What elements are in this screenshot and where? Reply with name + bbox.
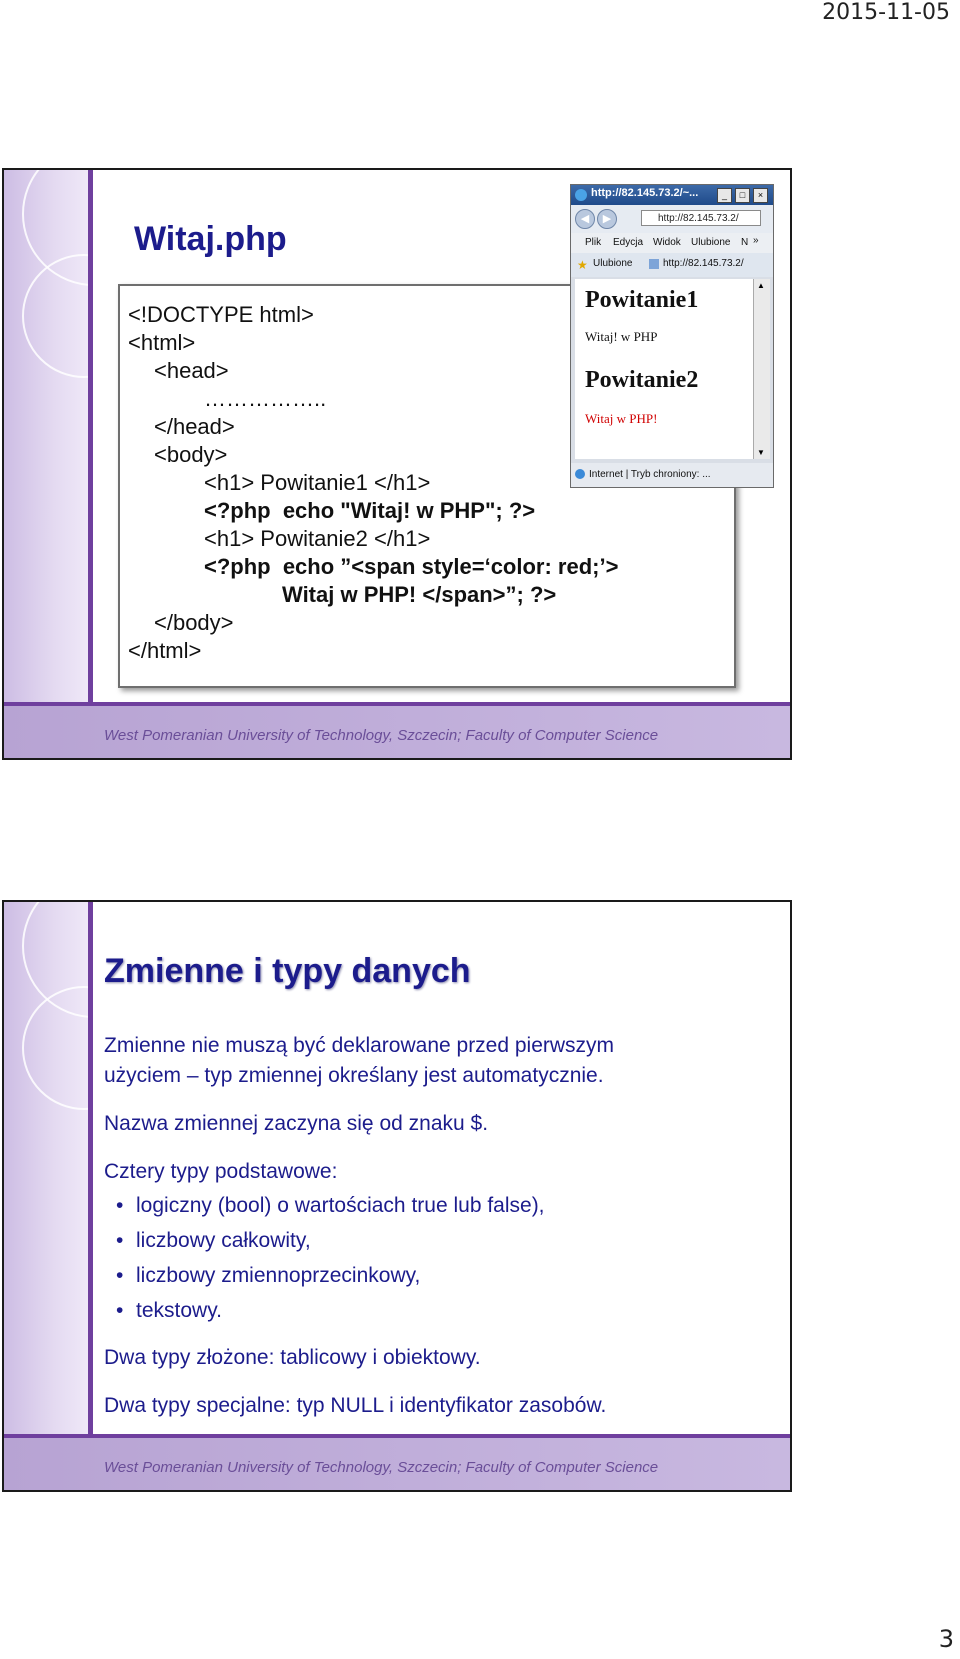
browser-status-bar [571, 463, 773, 487]
list-item: • logiczny (bool) o wartościach true lub false), [136, 1194, 545, 1218]
slide-zmienne [2, 900, 792, 1492]
forward-icon: ▶ [597, 209, 617, 229]
rendered-heading-2: Powitanie2 [585, 367, 699, 393]
globe-icon [575, 469, 585, 479]
ie-icon [575, 189, 587, 201]
slide-side-rule [88, 170, 93, 758]
page-number: 3 [938, 1625, 954, 1653]
tab-url: http://82.145.73.2/ [663, 258, 744, 269]
browser-status: Internet | Tryb chroniony: ... [589, 469, 711, 480]
list-item: • liczbowy zmiennoprzecinkowy, [136, 1264, 420, 1288]
paragraph-line: użyciem – typ zmiennej określany jest automatycznie. [104, 1064, 604, 1087]
slide-footer [4, 1434, 790, 1490]
menu-item-edycja: Edycja [613, 237, 644, 248]
star-icon: ★ [577, 258, 588, 272]
slide-witaj-php [2, 168, 792, 760]
back-icon: ◀ [575, 209, 595, 229]
minimize-icon: _ [717, 188, 732, 203]
paragraph-line: Zmienne nie muszą być deklarowane przed pierwszym [104, 1034, 615, 1057]
paragraph: Nazwa zmiennej zaczyna się od znaku $. [104, 1112, 489, 1135]
favorites-label: Ulubione [593, 258, 633, 269]
code-line: <head> [154, 358, 229, 383]
code-line: …………….. [204, 386, 327, 411]
list-item: • liczbowy całkowity, [136, 1229, 311, 1253]
maximize-icon: □ [735, 188, 750, 203]
slide-side-rule [88, 902, 93, 1490]
menu-item-widok: Widok [653, 237, 681, 248]
scroll-up-icon: ▲ [757, 281, 765, 290]
code-line: <h1> Powitanie1 </h1> [204, 470, 431, 495]
rendered-line-2: Witaj w PHP! [585, 411, 658, 426]
code-line: Witaj w PHP! </span>”; ?> [282, 582, 557, 607]
code-line: <h1> Powitanie2 </h1> [204, 526, 431, 551]
paragraph: Dwa typy specjalne: typ NULL i identyfikator zasobów. [104, 1394, 607, 1417]
code-line: <!DOCTYPE html> [128, 302, 314, 327]
browser-scrollbar [753, 279, 770, 459]
menu-item-ulubione: Ulubione [691, 237, 731, 248]
browser-address: http://82.145.73.2/ [641, 210, 761, 226]
rendered-line-1: Witaj! w PHP [585, 329, 658, 344]
slide-side-band [4, 902, 88, 1490]
code-line: </html> [128, 638, 202, 663]
scroll-down-icon: ▼ [757, 448, 765, 457]
browser-content [575, 279, 753, 459]
slide-title: Zmienne i typy danych [104, 952, 471, 990]
menu-item-plik: Plik [585, 237, 602, 248]
footer-text: West Pomeranian University of Technology, Szczecin; Faculty of Computer Science [104, 727, 659, 744]
footer-text: West Pomeranian University of Technology, Szczecin; Faculty of Computer Science [104, 1459, 659, 1476]
chevron-right-icon: » [753, 235, 759, 246]
browser-title: http://82.145.73.2/~... [591, 187, 699, 199]
code-line: </head> [154, 414, 235, 439]
browser-favorites-bar [571, 253, 773, 277]
code-line: </body> [154, 610, 234, 635]
browser-menu-bar [571, 233, 773, 253]
slide-title: Witaj.php [134, 220, 287, 258]
code-line: <html> [128, 330, 196, 355]
list-item: • tekstowy. [136, 1299, 222, 1323]
rendered-heading-1: Powitanie1 [585, 287, 699, 313]
browser-title-bar [571, 185, 773, 205]
browser-nav-bar [571, 205, 773, 233]
page-date: 2015-11-05 [822, 0, 950, 25]
slide-side-band [4, 170, 88, 758]
paragraph: Cztery typy podstawowe: [104, 1160, 338, 1183]
code-line: <?php echo "Witaj! w PHP"; ?> [204, 498, 536, 523]
slide-footer [4, 702, 790, 758]
code-line: <body> [154, 442, 228, 467]
code-line: <?php echo ”<span style=‘color: red;’> [204, 554, 619, 579]
browser-screenshot [570, 184, 774, 488]
close-icon: × [753, 188, 768, 203]
menu-item-more: N [741, 237, 749, 248]
page-icon [649, 259, 659, 269]
paragraph: Dwa typy złożone: tablicowy i obiektowy. [104, 1346, 481, 1369]
